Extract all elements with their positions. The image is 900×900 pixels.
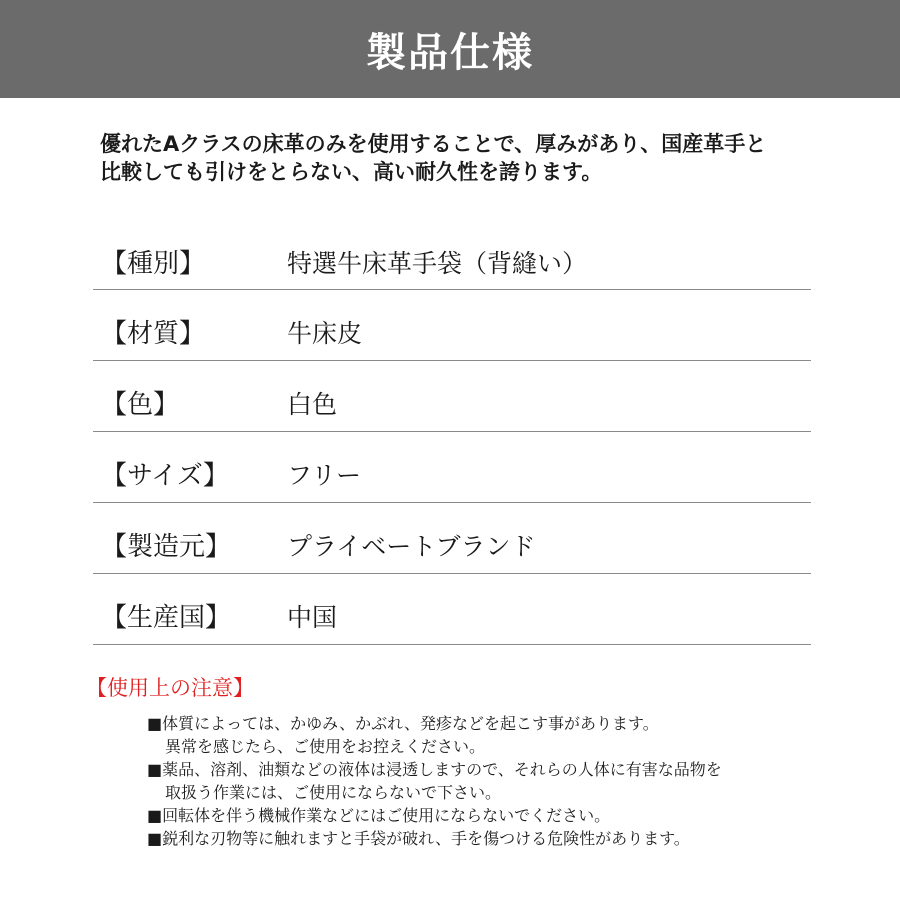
spec-label: 【色】: [101, 390, 180, 420]
spec-label: 【種別】: [101, 249, 206, 279]
spec-row-color: [93, 361, 811, 432]
spec-row-size: [93, 432, 811, 503]
spec-label: 【材質】: [101, 319, 206, 349]
spec-value: 特選牛床革手袋（背縫い）: [287, 249, 588, 278]
spec-value: 牛床皮: [287, 319, 363, 348]
intro-text: [100, 130, 840, 186]
note-item: ■鋭利な刃物等に触れますと手袋が破れ、手を傷つける危険性があります。: [147, 829, 690, 848]
intro-line: 優れたAクラスの床革のみを使用することで、厚みがあり、国産革手と: [100, 132, 767, 156]
intro-line: 比較しても引けをとらない、高い耐久性を誇ります。: [100, 160, 603, 184]
spec-row-material: [93, 290, 811, 361]
spec-value: 白色: [287, 390, 338, 419]
spec-row-type: [93, 220, 811, 290]
note-item: ■体質によっては、かゆみ、かぶれ、発疹などを起こす事があります。: [147, 714, 659, 733]
note-item-continuation: 異常を感じたら、ご使用をお控えください。: [165, 737, 486, 756]
page-title: 製品仕様: [366, 29, 534, 76]
header-bar: [0, 0, 900, 98]
spec-label: 【生産国】: [101, 603, 232, 633]
spec-label: 【製造元】: [101, 532, 232, 562]
spec-value: 中国: [287, 603, 338, 632]
note-item: ■回転体を伴う機械作業などにはご使用にならないでください。: [147, 806, 611, 825]
spec-value: フリー: [287, 461, 362, 490]
spec-label: 【サイズ】: [101, 461, 229, 491]
notes-title: 【使用上の注意】: [86, 676, 254, 700]
spec-row-country: [93, 574, 811, 645]
spec-value: プライベートブランド: [287, 532, 536, 561]
notes-list: [147, 712, 847, 850]
spec-row-manufacturer: [93, 503, 811, 574]
spec-table: [93, 220, 811, 645]
note-item-continuation: 取扱う作業には、ご使用にならないで下さい。: [165, 783, 502, 802]
note-item: ■薬品、溶剤、油類などの液体は浸透しますので、それらの人体に有害な品物を: [147, 760, 722, 779]
